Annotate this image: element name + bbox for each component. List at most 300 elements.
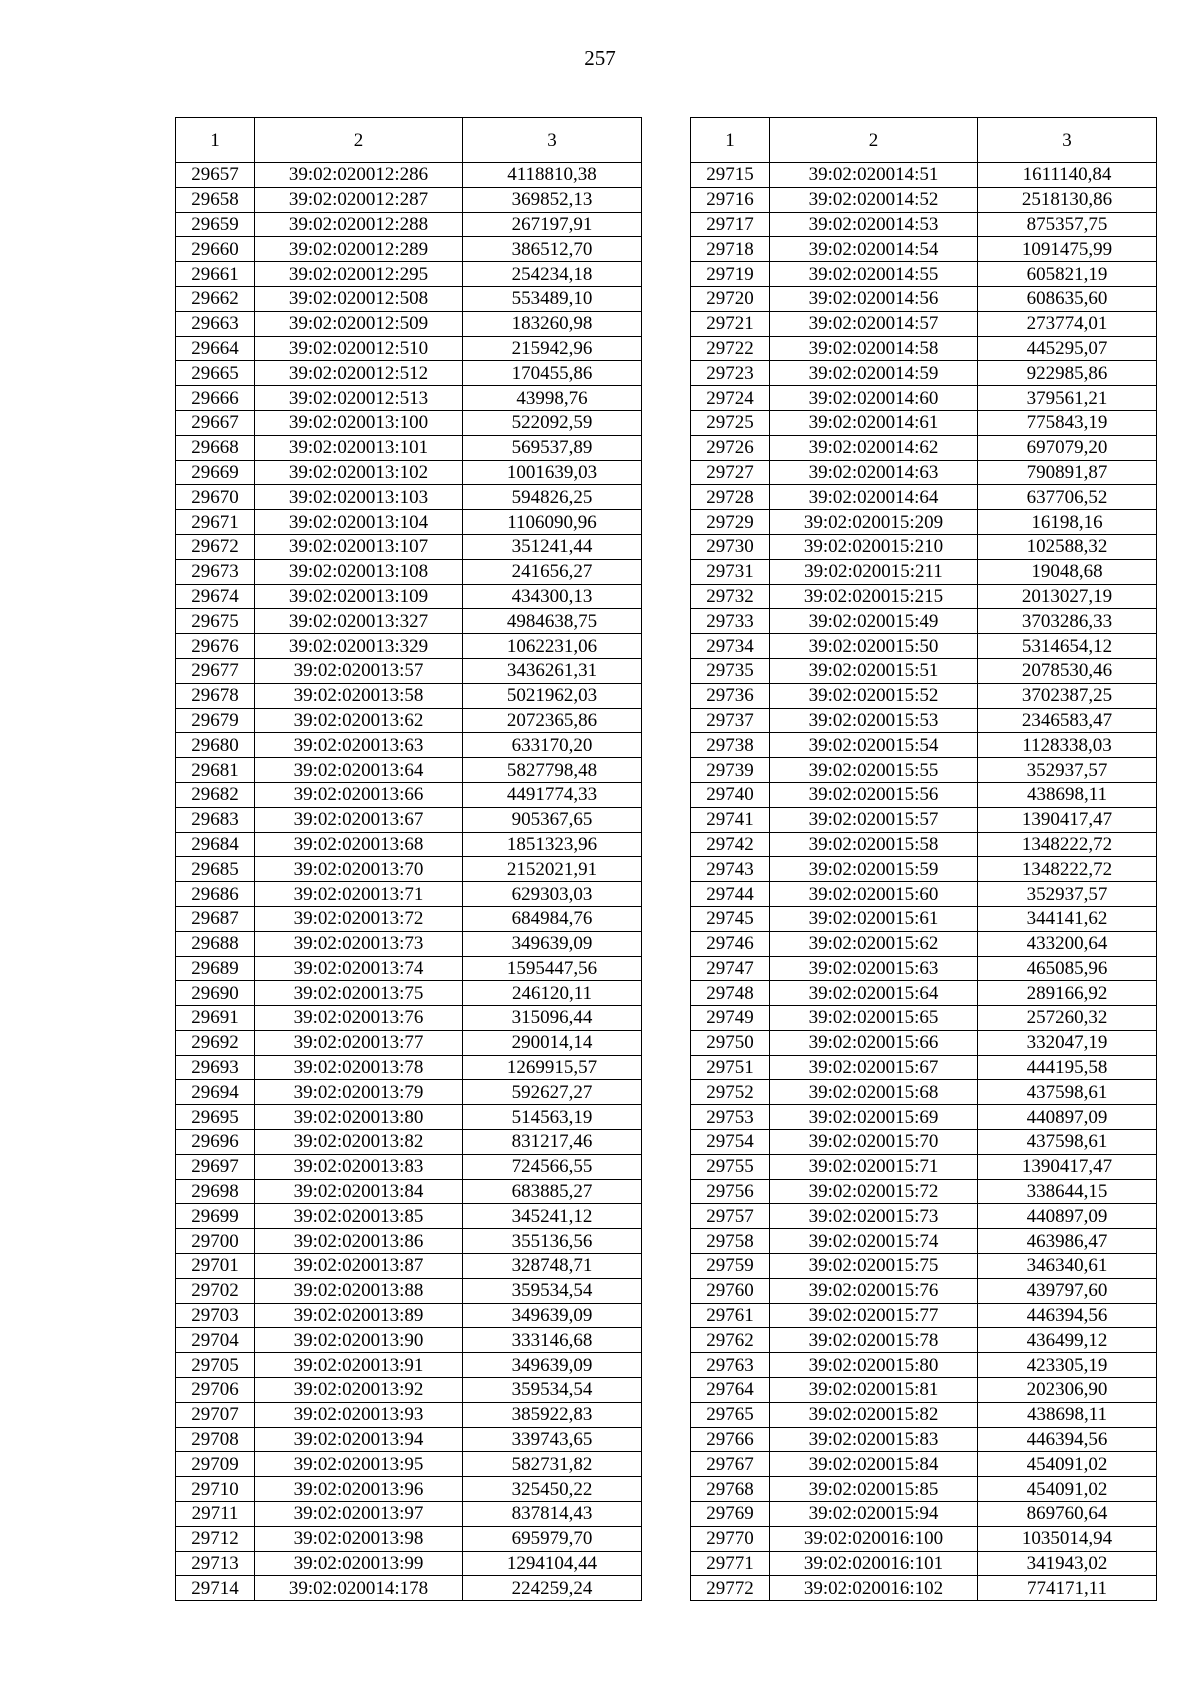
value-cell: 592627,27 <box>463 1080 642 1105</box>
row-number-cell: 29734 <box>691 634 770 659</box>
cadastral-number-cell: 39:02:020013:91 <box>255 1353 463 1378</box>
table-row <box>691 361 1157 386</box>
cadastral-number-cell: 39:02:020013:86 <box>255 1229 463 1254</box>
row-number-cell: 29713 <box>176 1551 255 1576</box>
cadastral-number-cell: 39:02:020012:512 <box>255 361 463 386</box>
row-number-cell: 29727 <box>691 460 770 485</box>
row-number-cell: 29764 <box>691 1378 770 1403</box>
table-row <box>176 1204 642 1229</box>
row-number-cell: 29701 <box>176 1254 255 1279</box>
row-number-cell: 29668 <box>176 435 255 460</box>
row-number-cell: 29690 <box>176 981 255 1006</box>
table-row <box>176 1378 642 1403</box>
cadastral-number-cell: 39:02:020015:210 <box>770 534 978 559</box>
row-number-cell: 29679 <box>176 708 255 733</box>
row-number-cell: 29699 <box>176 1204 255 1229</box>
value-cell: 695979,70 <box>463 1526 642 1551</box>
row-number-cell: 29726 <box>691 435 770 460</box>
row-number-cell: 29709 <box>176 1452 255 1477</box>
cadastral-number-cell: 39:02:020013:327 <box>255 609 463 634</box>
value-cell: 2072365,86 <box>463 708 642 733</box>
table-row <box>176 708 642 733</box>
value-cell: 1390417,47 <box>978 1154 1157 1179</box>
cadastral-number-cell: 39:02:020013:57 <box>255 658 463 683</box>
value-cell: 315096,44 <box>463 1006 642 1031</box>
cadastral-number-cell: 39:02:020014:62 <box>770 435 978 460</box>
value-cell: 16198,16 <box>978 510 1157 535</box>
table-row <box>691 832 1157 857</box>
table-row <box>691 634 1157 659</box>
table-row <box>176 1452 642 1477</box>
table-row <box>176 782 642 807</box>
table-row <box>691 1179 1157 1204</box>
cadastral-number-cell: 39:02:020015:78 <box>770 1328 978 1353</box>
value-cell: 379561,21 <box>978 386 1157 411</box>
row-number-cell: 29676 <box>176 634 255 659</box>
cadastral-number-cell: 39:02:020013:80 <box>255 1105 463 1130</box>
cadastral-number-cell: 39:02:020012:510 <box>255 336 463 361</box>
cadastral-number-cell: 39:02:020015:61 <box>770 906 978 931</box>
row-number-cell: 29691 <box>176 1006 255 1031</box>
cadastral-number-cell: 39:02:020013:329 <box>255 634 463 659</box>
value-cell: 5314654,12 <box>978 634 1157 659</box>
row-number-cell: 29751 <box>691 1055 770 1080</box>
value-cell: 19048,68 <box>978 559 1157 584</box>
table-row <box>176 857 642 882</box>
value-cell: 637706,52 <box>978 485 1157 510</box>
cadastral-number-cell: 39:02:020015:63 <box>770 956 978 981</box>
cadastral-number-cell: 39:02:020015:53 <box>770 708 978 733</box>
cadastral-number-cell: 39:02:020013:87 <box>255 1254 463 1279</box>
row-number-cell: 29749 <box>691 1006 770 1031</box>
value-cell: 790891,87 <box>978 460 1157 485</box>
row-number-cell: 29770 <box>691 1526 770 1551</box>
cadastral-number-cell: 39:02:020013:92 <box>255 1378 463 1403</box>
value-cell: 582731,82 <box>463 1452 642 1477</box>
table-row <box>176 1477 642 1502</box>
cadastral-number-cell: 39:02:020015:58 <box>770 832 978 857</box>
row-number-cell: 29767 <box>691 1452 770 1477</box>
table-row <box>176 1130 642 1155</box>
cadastral-number-cell: 39:02:020013:88 <box>255 1278 463 1303</box>
row-number-cell: 29737 <box>691 708 770 733</box>
table-row <box>176 485 642 510</box>
table-row <box>691 1130 1157 1155</box>
value-cell: 1390417,47 <box>978 807 1157 832</box>
table-row <box>691 510 1157 535</box>
table-row <box>691 758 1157 783</box>
table-row <box>691 658 1157 683</box>
value-cell: 1106090,96 <box>463 510 642 535</box>
value-cell: 683885,27 <box>463 1179 642 1204</box>
value-cell: 608635,60 <box>978 286 1157 311</box>
table-row <box>176 386 642 411</box>
value-cell: 439797,60 <box>978 1278 1157 1303</box>
value-cell: 349639,09 <box>463 931 642 956</box>
cadastral-number-cell: 39:02:020016:100 <box>770 1526 978 1551</box>
value-cell: 437598,61 <box>978 1080 1157 1105</box>
value-cell: 352937,57 <box>978 882 1157 907</box>
value-cell: 2013027,19 <box>978 584 1157 609</box>
cadastral-number-cell: 39:02:020012:286 <box>255 163 463 188</box>
value-cell: 465085,96 <box>978 956 1157 981</box>
cadastral-number-cell: 39:02:020015:71 <box>770 1154 978 1179</box>
value-cell: 4118810,38 <box>463 163 642 188</box>
cadastral-number-cell: 39:02:020013:85 <box>255 1204 463 1229</box>
row-number-cell: 29756 <box>691 1179 770 1204</box>
cadastral-number-cell: 39:02:020013:64 <box>255 758 463 783</box>
row-number-cell: 29702 <box>176 1278 255 1303</box>
row-number-cell: 29735 <box>691 658 770 683</box>
value-cell: 454091,02 <box>978 1452 1157 1477</box>
cadastral-number-cell: 39:02:020013:95 <box>255 1452 463 1477</box>
value-cell: 4984638,75 <box>463 609 642 634</box>
table-row <box>691 187 1157 212</box>
cadastral-number-cell: 39:02:020014:56 <box>770 286 978 311</box>
row-number-cell: 29675 <box>176 609 255 634</box>
value-cell: 437598,61 <box>978 1130 1157 1155</box>
column-header-2: 2 <box>770 118 978 163</box>
row-number-cell: 29662 <box>176 286 255 311</box>
cadastral-number-cell: 39:02:020015:75 <box>770 1254 978 1279</box>
table-row <box>691 1105 1157 1130</box>
value-cell: 5021962,03 <box>463 683 642 708</box>
cadastral-number-cell: 39:02:020014:54 <box>770 237 978 262</box>
row-number-cell: 29772 <box>691 1576 770 1601</box>
cadastral-number-cell: 39:02:020013:103 <box>255 485 463 510</box>
value-cell: 332047,19 <box>978 1030 1157 1055</box>
value-cell: 423305,19 <box>978 1353 1157 1378</box>
row-number-cell: 29762 <box>691 1328 770 1353</box>
cadastral-number-cell: 39:02:020014:58 <box>770 336 978 361</box>
cadastral-number-cell: 39:02:020012:508 <box>255 286 463 311</box>
row-number-cell: 29680 <box>176 733 255 758</box>
value-cell: 697079,20 <box>978 435 1157 460</box>
table-row <box>691 584 1157 609</box>
cadastral-number-cell: 39:02:020013:84 <box>255 1179 463 1204</box>
value-cell: 385922,83 <box>463 1402 642 1427</box>
value-cell: 837814,43 <box>463 1502 642 1527</box>
row-number-cell: 29672 <box>176 534 255 559</box>
cadastral-number-cell: 39:02:020015:94 <box>770 1502 978 1527</box>
row-number-cell: 29757 <box>691 1204 770 1229</box>
cadastral-number-cell: 39:02:020014:52 <box>770 187 978 212</box>
column-header-3: 3 <box>978 118 1157 163</box>
value-cell: 1611140,84 <box>978 163 1157 188</box>
row-number-cell: 29747 <box>691 956 770 981</box>
value-cell: 328748,71 <box>463 1254 642 1279</box>
value-cell: 215942,96 <box>463 336 642 361</box>
row-number-cell: 29704 <box>176 1328 255 1353</box>
value-cell: 3436261,31 <box>463 658 642 683</box>
row-number-cell: 29717 <box>691 212 770 237</box>
cadastral-number-cell: 39:02:020013:73 <box>255 931 463 956</box>
row-number-cell: 29683 <box>176 807 255 832</box>
row-number-cell: 29746 <box>691 931 770 956</box>
row-number-cell: 29718 <box>691 237 770 262</box>
table-row <box>691 882 1157 907</box>
value-cell: 3703286,33 <box>978 609 1157 634</box>
cadastral-number-cell: 39:02:020015:67 <box>770 1055 978 1080</box>
value-cell: 346340,61 <box>978 1254 1157 1279</box>
row-number-cell: 29673 <box>176 559 255 584</box>
table-row <box>691 1204 1157 1229</box>
table-row <box>176 882 642 907</box>
cadastral-number-cell: 39:02:020013:100 <box>255 410 463 435</box>
table-row <box>691 1303 1157 1328</box>
table-row <box>176 1030 642 1055</box>
table-row <box>176 237 642 262</box>
cadastral-number-cell: 39:02:020012:288 <box>255 212 463 237</box>
column-header-1: 1 <box>176 118 255 163</box>
cadastral-number-cell: 39:02:020012:289 <box>255 237 463 262</box>
value-cell: 2518130,86 <box>978 187 1157 212</box>
table-row <box>176 758 642 783</box>
value-cell: 183260,98 <box>463 311 642 336</box>
cadastral-number-cell: 39:02:020015:66 <box>770 1030 978 1055</box>
row-number-cell: 29708 <box>176 1427 255 1452</box>
row-number-cell: 29723 <box>691 361 770 386</box>
table-header-row <box>176 118 642 163</box>
table-row <box>691 336 1157 361</box>
value-cell: 1348222,72 <box>978 832 1157 857</box>
row-number-cell: 29740 <box>691 782 770 807</box>
table-row <box>691 807 1157 832</box>
value-cell: 349639,09 <box>463 1303 642 1328</box>
table-row <box>176 435 642 460</box>
cadastral-number-cell: 39:02:020014:60 <box>770 386 978 411</box>
value-cell: 1128338,03 <box>978 733 1157 758</box>
row-number-cell: 29733 <box>691 609 770 634</box>
row-number-cell: 29669 <box>176 460 255 485</box>
row-number-cell: 29681 <box>176 758 255 783</box>
table-row <box>176 807 642 832</box>
cadastral-number-cell: 39:02:020013:68 <box>255 832 463 857</box>
table-row <box>691 237 1157 262</box>
table-row <box>176 361 642 386</box>
table-row <box>176 1502 642 1527</box>
cadastral-number-cell: 39:02:020015:59 <box>770 857 978 882</box>
cadastral-number-cell: 39:02:020013:72 <box>255 906 463 931</box>
row-number-cell: 29744 <box>691 882 770 907</box>
table-row <box>691 857 1157 882</box>
column-header-3: 3 <box>463 118 642 163</box>
table-row <box>691 485 1157 510</box>
row-number-cell: 29693 <box>176 1055 255 1080</box>
table-row <box>691 782 1157 807</box>
cadastral-number-cell: 39:02:020015:57 <box>770 807 978 832</box>
cadastral-number-cell: 39:02:020013:104 <box>255 510 463 535</box>
value-cell: 463986,47 <box>978 1229 1157 1254</box>
value-cell: 440897,09 <box>978 1204 1157 1229</box>
table-row <box>691 1353 1157 1378</box>
table-row <box>691 1055 1157 1080</box>
cadastral-number-cell: 39:02:020015:73 <box>770 1204 978 1229</box>
row-number-cell: 29728 <box>691 485 770 510</box>
cadastral-number-cell: 39:02:020015:62 <box>770 931 978 956</box>
row-number-cell: 29705 <box>176 1353 255 1378</box>
value-cell: 446394,56 <box>978 1303 1157 1328</box>
cadastral-number-cell: 39:02:020013:71 <box>255 882 463 907</box>
cadastral-number-cell: 39:02:020013:102 <box>255 460 463 485</box>
cadastral-number-cell: 39:02:020015:70 <box>770 1130 978 1155</box>
table-row <box>176 1254 642 1279</box>
table-row <box>691 733 1157 758</box>
table-row <box>176 460 642 485</box>
row-number-cell: 29724 <box>691 386 770 411</box>
cadastral-number-cell: 39:02:020015:85 <box>770 1477 978 1502</box>
cadastral-number-cell: 39:02:020014:178 <box>255 1576 463 1601</box>
row-number-cell: 29765 <box>691 1402 770 1427</box>
cadastral-number-cell: 39:02:020013:67 <box>255 807 463 832</box>
row-number-cell: 29687 <box>176 906 255 931</box>
table-row <box>176 534 642 559</box>
cadastral-number-cell: 39:02:020013:96 <box>255 1477 463 1502</box>
row-number-cell: 29658 <box>176 187 255 212</box>
table-row <box>176 683 642 708</box>
cadastral-number-cell: 39:02:020013:98 <box>255 1526 463 1551</box>
table-row <box>176 1105 642 1130</box>
table-row <box>176 634 642 659</box>
table-row <box>176 1055 642 1080</box>
row-number-cell: 29710 <box>176 1477 255 1502</box>
cadastral-number-cell: 39:02:020013:79 <box>255 1080 463 1105</box>
value-cell: 1062231,06 <box>463 634 642 659</box>
row-number-cell: 29719 <box>691 262 770 287</box>
value-cell: 246120,11 <box>463 981 642 1006</box>
table-row <box>691 1502 1157 1527</box>
cadastral-number-cell: 39:02:020016:102 <box>770 1576 978 1601</box>
table-row <box>691 1402 1157 1427</box>
row-number-cell: 29684 <box>176 832 255 857</box>
value-cell: 1294104,44 <box>463 1551 642 1576</box>
table-row <box>176 510 642 535</box>
value-cell: 333146,68 <box>463 1328 642 1353</box>
value-cell: 351241,44 <box>463 534 642 559</box>
value-cell: 553489,10 <box>463 286 642 311</box>
table-row <box>691 1576 1157 1601</box>
cadastral-number-cell: 39:02:020015:54 <box>770 733 978 758</box>
cadastral-number-cell: 39:02:020013:74 <box>255 956 463 981</box>
cadastral-number-cell: 39:02:020014:53 <box>770 212 978 237</box>
cadastral-number-cell: 39:02:020016:101 <box>770 1551 978 1576</box>
table-row <box>176 1328 642 1353</box>
row-number-cell: 29771 <box>691 1551 770 1576</box>
table-row <box>691 460 1157 485</box>
value-cell: 352937,57 <box>978 758 1157 783</box>
data-table-left <box>175 117 642 1601</box>
cadastral-number-cell: 39:02:020013:108 <box>255 559 463 584</box>
cadastral-number-cell: 39:02:020014:51 <box>770 163 978 188</box>
row-number-cell: 29725 <box>691 410 770 435</box>
value-cell: 359534,54 <box>463 1278 642 1303</box>
cadastral-number-cell: 39:02:020012:295 <box>255 262 463 287</box>
table-row <box>691 262 1157 287</box>
row-number-cell: 29753 <box>691 1105 770 1130</box>
table-row <box>691 981 1157 1006</box>
row-number-cell: 29729 <box>691 510 770 535</box>
value-cell: 202306,90 <box>978 1378 1157 1403</box>
value-cell: 869760,64 <box>978 1502 1157 1527</box>
value-cell: 102588,32 <box>978 534 1157 559</box>
value-cell: 2152021,91 <box>463 857 642 882</box>
value-cell: 338644,15 <box>978 1179 1157 1204</box>
table-row <box>176 981 642 1006</box>
value-cell: 273774,01 <box>978 311 1157 336</box>
cadastral-number-cell: 39:02:020015:69 <box>770 1105 978 1130</box>
table-row <box>176 1179 642 1204</box>
cadastral-number-cell: 39:02:020015:211 <box>770 559 978 584</box>
value-cell: 267197,91 <box>463 212 642 237</box>
cadastral-number-cell: 39:02:020012:513 <box>255 386 463 411</box>
row-number-cell: 29736 <box>691 683 770 708</box>
cadastral-number-cell: 39:02:020013:99 <box>255 1551 463 1576</box>
cadastral-number-cell: 39:02:020015:72 <box>770 1179 978 1204</box>
row-number-cell: 29752 <box>691 1080 770 1105</box>
value-cell: 875357,75 <box>978 212 1157 237</box>
table-row <box>176 336 642 361</box>
table-row <box>176 1154 642 1179</box>
table-row <box>176 1551 642 1576</box>
row-number-cell: 29666 <box>176 386 255 411</box>
cadastral-number-cell: 39:02:020013:94 <box>255 1427 463 1452</box>
row-number-cell: 29657 <box>176 163 255 188</box>
row-number-cell: 29750 <box>691 1030 770 1055</box>
value-cell: 922985,86 <box>978 361 1157 386</box>
row-number-cell: 29745 <box>691 906 770 931</box>
row-number-cell: 29758 <box>691 1229 770 1254</box>
table-row <box>691 1452 1157 1477</box>
table-row <box>176 1353 642 1378</box>
cadastral-number-cell: 39:02:020015:56 <box>770 782 978 807</box>
value-cell: 594826,25 <box>463 485 642 510</box>
row-number-cell: 29722 <box>691 336 770 361</box>
table-row <box>691 1254 1157 1279</box>
table-row <box>176 906 642 931</box>
table-row <box>691 931 1157 956</box>
table-row <box>691 1526 1157 1551</box>
value-cell: 369852,13 <box>463 187 642 212</box>
value-cell: 344141,62 <box>978 906 1157 931</box>
row-number-cell: 29712 <box>176 1526 255 1551</box>
row-number-cell: 29674 <box>176 584 255 609</box>
value-cell: 440897,09 <box>978 1105 1157 1130</box>
cadastral-number-cell: 39:02:020015:76 <box>770 1278 978 1303</box>
value-cell: 224259,24 <box>463 1576 642 1601</box>
value-cell: 831217,46 <box>463 1130 642 1155</box>
column-header-1: 1 <box>691 118 770 163</box>
row-number-cell: 29695 <box>176 1105 255 1130</box>
row-number-cell: 29703 <box>176 1303 255 1328</box>
table-row <box>176 1006 642 1031</box>
table-row <box>691 1328 1157 1353</box>
row-number-cell: 29677 <box>176 658 255 683</box>
value-cell: 257260,32 <box>978 1006 1157 1031</box>
row-number-cell: 29671 <box>176 510 255 535</box>
cadastral-number-cell: 39:02:020012:287 <box>255 187 463 212</box>
value-cell: 569537,89 <box>463 435 642 460</box>
value-cell: 434300,13 <box>463 584 642 609</box>
row-number-cell: 29761 <box>691 1303 770 1328</box>
table-row <box>691 435 1157 460</box>
cadastral-number-cell: 39:02:020013:77 <box>255 1030 463 1055</box>
table-row <box>176 1427 642 1452</box>
row-number-cell: 29730 <box>691 534 770 559</box>
table-row <box>691 1080 1157 1105</box>
column-header-2: 2 <box>255 118 463 163</box>
cadastral-number-cell: 39:02:020015:55 <box>770 758 978 783</box>
cadastral-number-cell: 39:02:020013:93 <box>255 1402 463 1427</box>
